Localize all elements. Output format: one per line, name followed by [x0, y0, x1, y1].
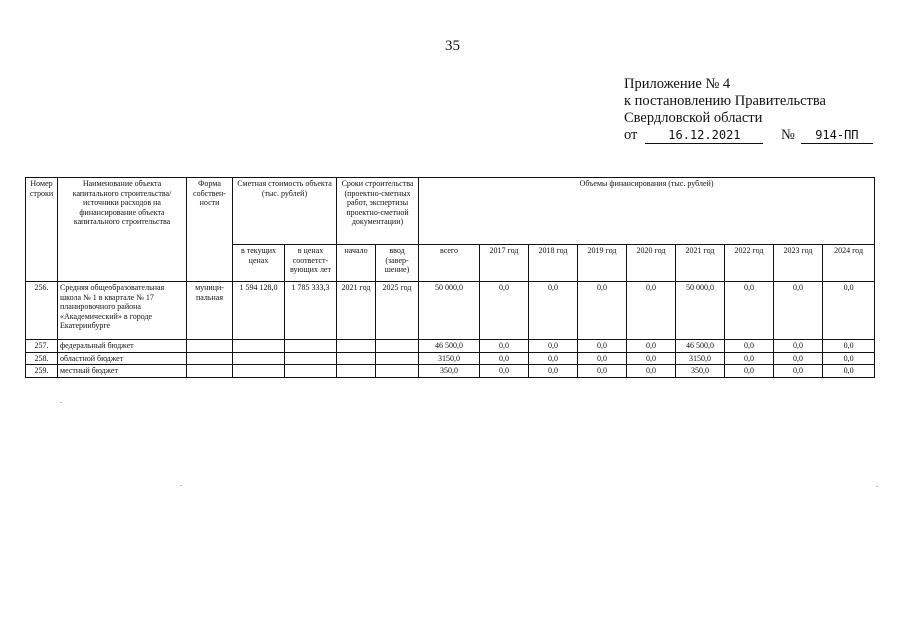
end-cell [376, 365, 419, 378]
year-value-cell: 0,0 [774, 340, 823, 353]
header-year: 2021 год [676, 245, 725, 282]
header-ownership: Форма собствен-ности [187, 178, 233, 282]
table-row [26, 340, 875, 353]
cost-current-cell [233, 365, 285, 378]
year-value-cell: 0,0 [823, 352, 875, 365]
header-term-start: начало [337, 245, 376, 282]
appendix-date-line [624, 127, 894, 144]
header-year: 2024 год [823, 245, 875, 282]
header-year: 2020 год [627, 245, 676, 282]
cost-years-cell [285, 352, 337, 365]
year-value-cell: 0,0 [480, 365, 529, 378]
header-volumes: Объемы финансирования (тыс. рублей) [419, 178, 875, 245]
year-value-cell: 0,0 [725, 340, 774, 353]
year-value-cell: 0,0 [627, 352, 676, 365]
table-row [26, 365, 875, 378]
header-cost-current: в текущих ценах [233, 245, 285, 282]
ownership-cell [187, 352, 233, 365]
cost-years-cell: 1 785 333,3 [285, 282, 337, 340]
page-number: 35 [445, 38, 460, 54]
year-value-cell: 350,0 [676, 365, 725, 378]
year-value-cell: 0,0 [627, 282, 676, 340]
row-number-cell: 259. [26, 365, 58, 378]
year-value-cell: 0,0 [627, 365, 676, 378]
year-value-cell: 0,0 [480, 340, 529, 353]
cost-current-cell [233, 352, 285, 365]
ownership-cell [187, 365, 233, 378]
year-value-cell: 0,0 [578, 352, 627, 365]
row-number-cell: 257. [26, 340, 58, 353]
header-terms: Сроки строительства (проектно-сметных работ, экспертизы проектно-сметной документации) [337, 178, 419, 245]
header-row-number: Номер строки [26, 178, 58, 282]
header-year: 2023 год [774, 245, 823, 282]
appendix-header [624, 76, 894, 144]
year-value-cell: 0,0 [529, 365, 578, 378]
object-name-cell: федеральный бюджет [58, 340, 187, 353]
appendix-region-line: Свердловской области [624, 110, 763, 126]
year-value-cell: 0,0 [725, 282, 774, 340]
header-term-end: ввод (завер-шение) [376, 245, 419, 282]
table-row [26, 352, 875, 365]
ownership-cell: муници-пальная [187, 282, 233, 340]
scan-speck [60, 402, 62, 403]
total-cell: 3150,0 [419, 352, 480, 365]
scan-speck [876, 486, 878, 487]
year-value-cell: 0,0 [823, 340, 875, 353]
object-name-cell: местный бюджет [58, 365, 187, 378]
total-cell: 50 000,0 [419, 282, 480, 340]
year-value-cell: 0,0 [774, 282, 823, 340]
start-cell [337, 365, 376, 378]
appendix-resolution-line: к постановлению Правительства [624, 93, 826, 109]
header-year: 2022 год [725, 245, 774, 282]
row-number-cell: 258. [26, 352, 58, 365]
header-cost-years: в ценах соответст-вующих лет [285, 245, 337, 282]
resolution-number: 914-ПП [801, 128, 873, 144]
year-value-cell: 3150,0 [676, 352, 725, 365]
start-cell [337, 352, 376, 365]
cost-current-cell: 1 594 128,0 [233, 282, 285, 340]
total-cell: 46 500,0 [419, 340, 480, 353]
start-cell [337, 340, 376, 353]
year-value-cell: 0,0 [578, 340, 627, 353]
end-cell [376, 352, 419, 365]
year-value-cell: 0,0 [480, 282, 529, 340]
header-object-name: Наименование объекта капитального строительства/ источники расходов на финансирование объекта капитального строительства [58, 178, 187, 282]
appendix-title: Приложение № 4 [624, 76, 731, 92]
number-prefix: № [781, 127, 795, 143]
header-year: 2017 год [480, 245, 529, 282]
year-value-cell: 0,0 [823, 282, 875, 340]
header-year: 2019 год [578, 245, 627, 282]
row-number-cell: 256. [26, 282, 58, 340]
financing-table-wrapper [25, 177, 870, 378]
header-year: 2018 год [529, 245, 578, 282]
year-value-cell: 0,0 [627, 340, 676, 353]
date-prefix: от [624, 127, 638, 143]
year-value-cell: 0,0 [480, 352, 529, 365]
year-value-cell: 0,0 [725, 365, 774, 378]
object-name-cell: областной бюджет [58, 352, 187, 365]
cost-years-cell [285, 340, 337, 353]
ownership-cell [187, 340, 233, 353]
scan-speck [180, 485, 182, 486]
year-value-cell: 0,0 [823, 365, 875, 378]
year-value-cell: 46 500,0 [676, 340, 725, 353]
year-value-cell: 50 000,0 [676, 282, 725, 340]
year-value-cell: 0,0 [578, 282, 627, 340]
year-value-cell: 0,0 [774, 365, 823, 378]
object-name-cell: Средняя общеобразовательная школа № 1 в квартале № 17 планировочного района «Академический» в городе Екатеринбурге [58, 282, 187, 340]
end-cell: 2025 год [376, 282, 419, 340]
financing-table [25, 177, 875, 378]
resolution-date: 16.12.2021 [645, 128, 763, 144]
end-cell [376, 340, 419, 353]
cost-years-cell [285, 365, 337, 378]
year-value-cell: 0,0 [529, 340, 578, 353]
year-value-cell: 0,0 [529, 282, 578, 340]
header-estimated-cost: Сметная стоимость объекта (тыс. рублей) [233, 178, 337, 245]
year-value-cell: 0,0 [578, 365, 627, 378]
year-value-cell: 0,0 [529, 352, 578, 365]
cost-current-cell [233, 340, 285, 353]
year-value-cell: 0,0 [774, 352, 823, 365]
year-value-cell: 0,0 [725, 352, 774, 365]
total-cell: 350,0 [419, 365, 480, 378]
header-total: всего [419, 245, 480, 282]
table-row [26, 282, 875, 340]
start-cell: 2021 год [337, 282, 376, 340]
